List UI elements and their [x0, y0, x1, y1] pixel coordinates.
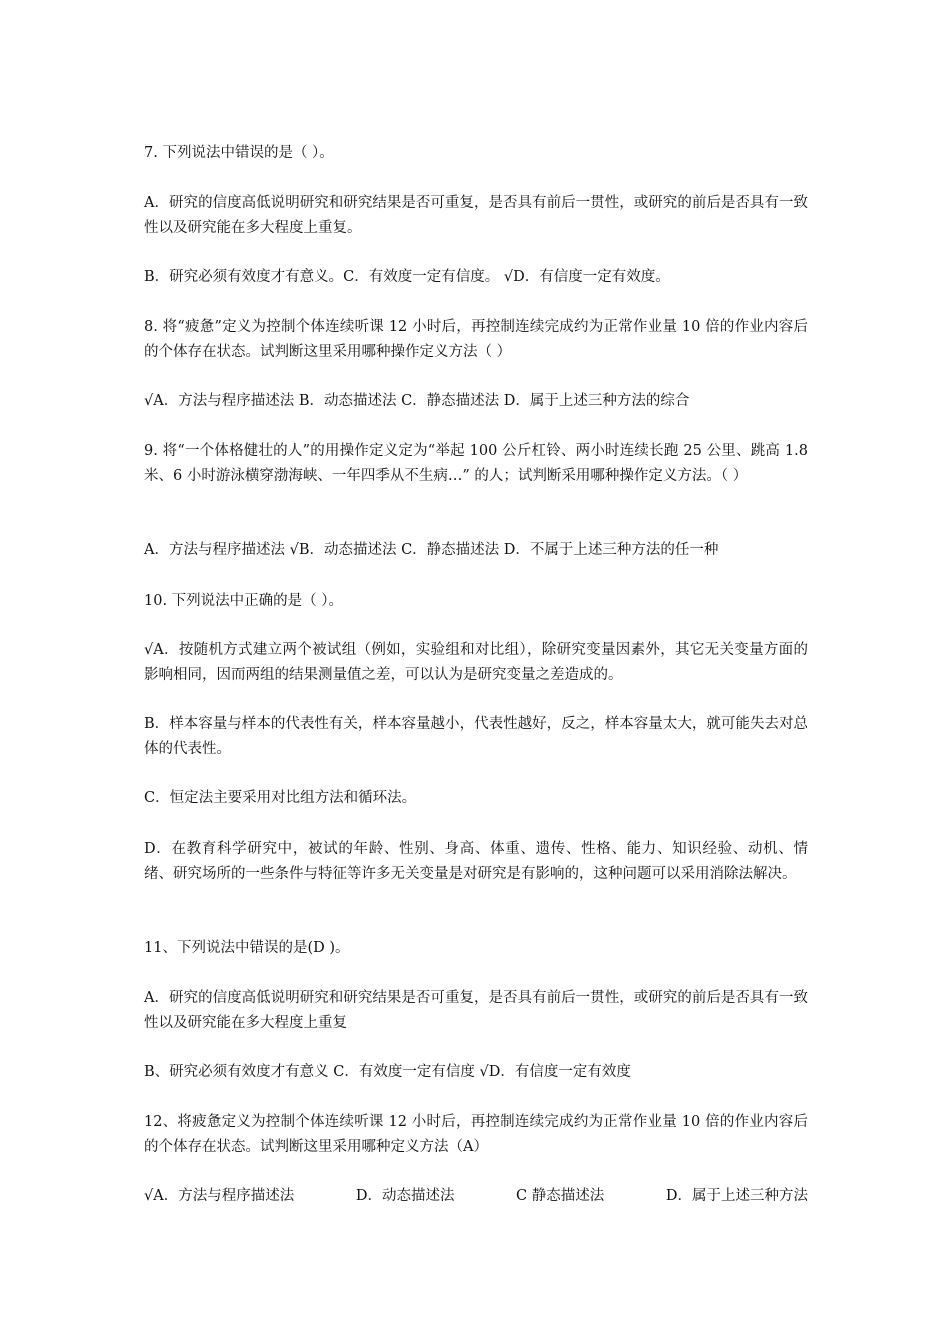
q10-option-a: √A．按随机方式建立两个被试组（例如，实验组和对比组），除研究变量因素外，其它无关变量方面的影响相同，因而两组的结果测量值之差，可以认为是研究变量之差造成的。 [144, 642, 808, 683]
q8-stem: 8. 将“疲惫”定义为控制个体连续听课 12 小时后，再控制连续完成约为正常作业量 10 倍的作业内容后的个体存在状态。试判断这里采用哪种操作定义方法（ ） [144, 319, 808, 360]
q11-stem: 11、下列说法中错误的是(D )。 [144, 940, 350, 956]
q9-options: A．方法与程序描述法 √B．动态描述法 C．静态描述法 D．不属于上述三种方法的任一种 [144, 542, 719, 558]
q10-stem: 10. 下列说法中正确的是（ ）。 [144, 593, 344, 609]
q7-stem: 7. 下列说法中错误的是（ ）。 [144, 145, 334, 161]
q12-option-d-dynamic: D．动态描述法 [355, 1188, 455, 1204]
q10-option-b: B．样本容量与样本的代表性有关，样本容量越小，代表性越好，反之，样本容量太大，就可能失去对总体的代表性。 [144, 716, 808, 757]
q11-option-a: A．研究的信度高低说明研究和研究结果是否可重复，是否具有前后一贯性，或研究的前后是否具有一致性以及研究能在多大程度上重复 [144, 990, 808, 1031]
q12-option-a: √A．方法与程序描述法 [144, 1188, 295, 1204]
q10-option-d: D．在教育科学研究中，被试的年龄、性别、身高、体重、遗传、性格、能力、知识经验、动机、情绪、研究场所的一些条件与特征等许多无关变量是对研究是有影响的，这种问题可以采用消除法解决。 [144, 841, 808, 882]
q7-options-bcd: B．研究必须有效度才有意义。C．有效度一定有信度。 √D．有信度一定有效度。 [144, 269, 670, 285]
q12-option-d-combined: D．属于上述三种方法 [665, 1188, 808, 1204]
q9-stem: 9. 将“一个体格健壮的人”的用操作定义定为“举起 100 公斤杠铃、两小时连续长跑 25 公里、跳高 1.8 米、6 小时游泳横穿渤海峡、一年四季从不生病…” 的人；试判断采用哪种操作定义方法。（ ） [144, 443, 808, 484]
q12-options-row [144, 1184, 808, 1209]
q10-option-c: C．恒定法主要采用对比组方法和循环法。 [144, 790, 417, 806]
q8-options: √A．方法与程序描述法 B．动态描述法 C．静态描述法 D．属于上述三种方法的综合 [144, 393, 690, 409]
q12-stem: 12、将疲惫定义为控制个体连续听课 12 小时后，再控制连续完成约为正常作业量 10 倍的作业内容后的个体存在状态。试判断这里采用哪种定义方法（A） [144, 1114, 808, 1155]
q11-options-bcd: B、研究必须有效度才有意义 C．有效度一定有信度 √D．有信度一定有效度 [144, 1064, 631, 1080]
q7-option-a: A．研究的信度高低说明研究和研究结果是否可重复，是否具有前后一贯性，或研究的前后是否具有一致性以及研究能在多大程度上重复。 [144, 195, 808, 236]
q12-option-c: C 静态描述法 [516, 1188, 605, 1204]
